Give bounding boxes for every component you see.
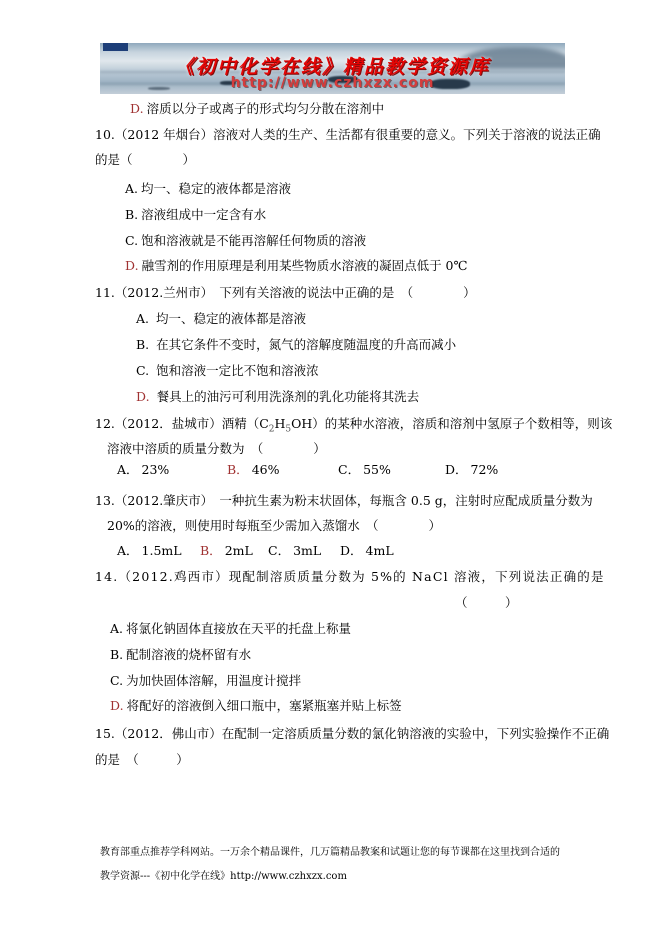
option-letter: A． (117, 543, 139, 558)
formula-text: H (274, 416, 286, 431)
option-text: 溶液组成中一定含有水 (141, 207, 267, 222)
q12-stem-line2: 溶液中溶质的质量分数为 （ ） (107, 441, 326, 456)
banner-title: 《初中化学在线》精品教学资源库 (174, 56, 490, 78)
q10-option-d (125, 257, 467, 274)
stem-text: OH）的某种水溶液，溶质和溶剂中氢原子个数相等，则该 (291, 416, 613, 431)
q15-stem-line2: 的是 （ ） (95, 752, 189, 767)
option-letter: D. (125, 258, 139, 273)
option-letter: D． (340, 543, 363, 558)
option-text: 配制溶液的烧杯留有水 (126, 647, 252, 662)
footer-text: 教学资源---《初中化学在线》 (100, 871, 231, 882)
option-text: 将氯化钠固体直接放在天平的托盘上称量 (126, 621, 352, 636)
option-letter: B. (125, 207, 139, 222)
option-letter: D． (445, 462, 468, 477)
option-text: 46% (251, 462, 280, 477)
option-text: 3mL (293, 543, 322, 558)
q12-option-a (117, 461, 169, 478)
q11-option-b (136, 336, 456, 353)
q11-option-c (136, 362, 319, 379)
option-text: 在其它条件不变时，氮气的溶解度随温度的升高而减小 (156, 337, 457, 352)
option-letter: B. (110, 647, 124, 662)
option-letter: D. (110, 698, 124, 713)
q10-option-c (125, 232, 366, 249)
option-letter: D. (130, 101, 144, 116)
q14-option-c (110, 672, 301, 689)
option-letter: C. (136, 363, 150, 378)
banner-navy-decoration (103, 43, 128, 51)
q10-option-a (125, 180, 291, 197)
q12-option-d (445, 461, 498, 478)
option-letter: C. (125, 233, 139, 248)
q14-option-d (110, 697, 402, 714)
option-text: 23% (141, 462, 170, 477)
q11-option-a (136, 310, 306, 327)
option-letter: A. (136, 311, 150, 326)
q12-option-c (338, 461, 391, 478)
banner-url-link[interactable]: http://www.czhxzx.com (230, 75, 435, 91)
header-banner (100, 43, 565, 94)
q15-stem-line1: 15.（2012．佛山市）在配制一定溶质质量分数的氯化钠溶液的实验中，下列实验操作不正确 (95, 726, 610, 741)
option-text: 餐具上的油污可利用洗涤剂的乳化功能将其洗去 (156, 389, 420, 404)
q13-stem-line2: 20%的溶液，则使用时每瓶至少需加入蒸馏水 （ ） (107, 518, 442, 533)
q14-option-b (110, 646, 251, 663)
option-text: 融雪剂的作用原理是利用某些物质水溶液的凝固点低于 0℃ (141, 258, 468, 273)
q13-option-d (340, 542, 394, 559)
q11-option-d (136, 388, 419, 405)
option-text: 2mL (224, 543, 253, 558)
stem-text: 12.（2012．盐城市）酒精（C (95, 416, 269, 431)
option-text: 55% (363, 462, 391, 477)
q10-stem-line1: 10.（2012 年烟台）溶液对人类的生产、生活都有很重要的意义。下列关于溶液的说法正确 (95, 127, 601, 142)
option-text: 饱和溶液一定比不饱和溶液浓 (156, 363, 319, 378)
option-letter: A. (125, 181, 139, 196)
q13-stem-line1: 13.（2012.肇庆市） 一种抗生素为粉末状固体，每瓶含 0.5 g，注射时应配成质量分数为 (95, 493, 593, 508)
q11-stem-line1: 11.（2012.兰州市） 下列有关溶液的说法中正确的是 （ ） (95, 285, 476, 300)
q13-option-c (268, 542, 321, 559)
q12-stem-line1 (95, 415, 612, 439)
q13-option-a (117, 542, 182, 559)
q13-option-b (200, 542, 253, 559)
option-text: 饱和溶液就是不能再溶解任何物质的溶液 (141, 233, 367, 248)
q14-stem-line1: 14.（2012.鸡西市）现配制溶质质量分数为 5%的 NaCl 溶液，下列说法正确的是 (95, 569, 605, 584)
option-text: 均一、稳定的液体都是溶液 (141, 181, 292, 196)
option-text: 4mL (365, 543, 394, 558)
q14-option-a (110, 620, 351, 637)
option-text: 均一、稳定的液体都是溶液 (156, 311, 307, 326)
option-text: 溶质以分子或离子的形式均匀分散在溶剂中 (146, 101, 385, 116)
q14-stem-line2: （ ） (455, 595, 518, 610)
q10-stem-line2: 的是（ ） (95, 152, 196, 167)
footer-url-link[interactable]: http://www.czhxzx.com (230, 871, 347, 882)
option-text: 为加快固体溶解，用温度计搅拌 (126, 673, 302, 688)
option-letter: C． (338, 462, 361, 477)
option-letter: A． (117, 462, 139, 477)
formula-subscript: 2 (268, 424, 275, 435)
q10-option-b (125, 206, 266, 223)
option-letter: C. (110, 673, 124, 688)
option-text: 72% (470, 462, 499, 477)
option-letter: A. (110, 621, 124, 636)
footer-line2 (100, 870, 347, 884)
option-letter: D. (136, 389, 150, 404)
option-letter: C． (268, 543, 291, 558)
option-letter: B. (136, 337, 150, 352)
footer-line1: 教育部重点推荐学科网站。一万余个精品课件，几万篇精品教案和试题让您的每节课都在这里找到合适的 (100, 847, 560, 858)
q12-option-b (227, 461, 279, 478)
option-text: 1.5mL (141, 543, 182, 558)
option-letter: B． (227, 462, 249, 477)
option-letter: B． (200, 543, 222, 558)
prev-question-option-d (130, 100, 384, 117)
formula-subscript: 5 (285, 424, 292, 435)
option-text: 将配好的溶液倒入细口瓶中，塞紧瓶塞并贴上标签 (126, 698, 402, 713)
